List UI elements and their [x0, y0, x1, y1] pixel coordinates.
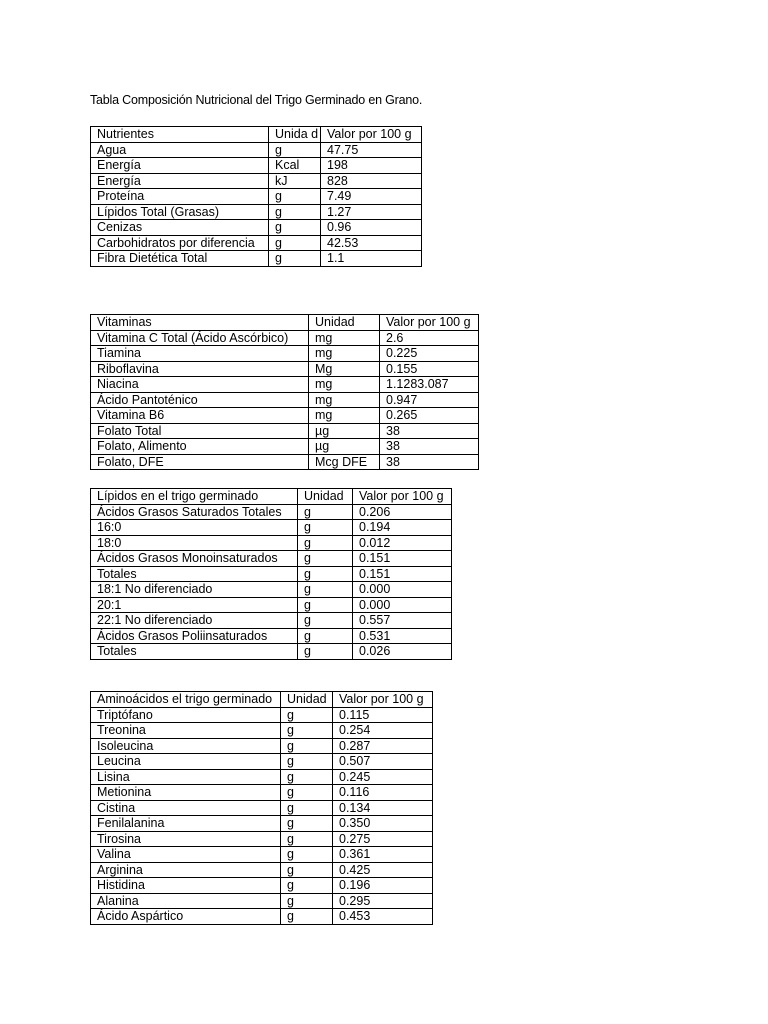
cell-value: 0.96 — [321, 220, 422, 236]
cell-name: 18:0 — [91, 535, 298, 551]
table-row — [91, 769, 433, 785]
cell-name: Isoleucina — [91, 738, 281, 754]
cell-unit: Mcg DFE — [309, 454, 380, 470]
table-row — [91, 377, 479, 393]
cell-unit: g — [298, 535, 353, 551]
cell-name: Lisina — [91, 769, 281, 785]
cell-name: Metionina — [91, 785, 281, 801]
cell-unit: g — [298, 613, 353, 629]
cell-unit: g — [281, 723, 333, 739]
table-row — [91, 644, 452, 660]
cell-name: Folato, Alimento — [91, 439, 309, 455]
header-cell-name: Lípidos en el trigo germinado — [91, 489, 298, 505]
cell-name: 18:1 No diferenciado — [91, 582, 298, 598]
table-header-row — [91, 692, 433, 708]
cell-name: Cistina — [91, 800, 281, 816]
table-row — [91, 785, 433, 801]
page-title: Tabla Composición Nutricional del Trigo Germinado en Grano. — [90, 93, 423, 107]
cell-unit: g — [281, 878, 333, 894]
cell-value: 0.947 — [380, 392, 479, 408]
cell-value: 0.254 — [333, 723, 433, 739]
table-row — [91, 551, 452, 567]
cell-unit: g — [269, 235, 321, 251]
header-cell-value: Valor por 100 g — [321, 127, 422, 143]
table-row — [91, 754, 433, 770]
cell-value: 47.75 — [321, 142, 422, 158]
table-row — [91, 800, 433, 816]
table-header-row — [91, 127, 422, 143]
table-row — [91, 361, 479, 377]
cell-value: 38 — [380, 439, 479, 455]
table-row — [91, 738, 433, 754]
table-row — [91, 723, 433, 739]
cell-value: 42.53 — [321, 235, 422, 251]
header-cell-unit: Unidad — [309, 315, 380, 331]
header-cell-value: Valor por 100 g — [353, 489, 452, 505]
cell-unit: g — [281, 893, 333, 909]
cell-value: 0.196 — [333, 878, 433, 894]
vitamins-table — [90, 314, 479, 470]
table-row — [91, 847, 433, 863]
cell-unit: g — [269, 251, 321, 267]
cell-value: 1.1283.087 — [380, 377, 479, 393]
cell-name: Ácidos Grasos Monoinsaturados — [91, 551, 298, 567]
table-row — [91, 504, 452, 520]
cell-value: 0.275 — [333, 831, 433, 847]
header-cell-name: Vitaminas — [91, 315, 309, 331]
cell-name: Treonina — [91, 723, 281, 739]
cell-name: Niacina — [91, 377, 309, 393]
table-header-row — [91, 489, 452, 505]
table-row — [91, 816, 433, 832]
cell-name: Tirosina — [91, 831, 281, 847]
amino-acids-table — [90, 691, 433, 925]
cell-unit: g — [269, 220, 321, 236]
header-cell-unit: Unidad — [281, 692, 333, 708]
cell-unit: g — [298, 644, 353, 660]
cell-unit: g — [298, 520, 353, 536]
header-cell-unit: Unidad — [298, 489, 353, 505]
cell-value: 0.000 — [353, 582, 452, 598]
table-row — [91, 330, 479, 346]
table-row — [91, 173, 422, 189]
cell-value: 0.350 — [333, 816, 433, 832]
cell-name: Energía — [91, 158, 269, 174]
cell-unit: g — [281, 847, 333, 863]
cell-name: Ácido Pantoténico — [91, 392, 309, 408]
cell-unit: g — [269, 189, 321, 205]
cell-value: 38 — [380, 423, 479, 439]
cell-name: Folato, DFE — [91, 454, 309, 470]
table-row — [91, 251, 422, 267]
cell-unit: g — [281, 816, 333, 832]
cell-value: 0.507 — [333, 754, 433, 770]
cell-name: Riboflavina — [91, 361, 309, 377]
cell-unit: g — [298, 551, 353, 567]
table-row — [91, 204, 422, 220]
cell-value: 0.206 — [353, 504, 452, 520]
cell-name: Totales — [91, 566, 298, 582]
table-row — [91, 189, 422, 205]
cell-unit: g — [298, 582, 353, 598]
cell-unit: kJ — [269, 173, 321, 189]
cell-value: 828 — [321, 173, 422, 189]
cell-unit: mg — [309, 377, 380, 393]
cell-unit: g — [281, 800, 333, 816]
cell-unit: g — [281, 769, 333, 785]
cell-name: Fenilalanina — [91, 816, 281, 832]
cell-unit: mg — [309, 346, 380, 362]
cell-value: 0.115 — [333, 707, 433, 723]
cell-unit: Mg — [309, 361, 380, 377]
cell-value: 0.012 — [353, 535, 452, 551]
header-cell-unit: Unida d — [269, 127, 321, 143]
cell-name: Energía — [91, 173, 269, 189]
cell-name: Folato Total — [91, 423, 309, 439]
cell-value: 0.425 — [333, 862, 433, 878]
table-row — [91, 862, 433, 878]
cell-unit: g — [281, 738, 333, 754]
cell-name: Fibra Dietética Total — [91, 251, 269, 267]
table-row — [91, 520, 452, 536]
table-row — [91, 893, 433, 909]
table-row — [91, 566, 452, 582]
cell-unit: g — [281, 754, 333, 770]
cell-value: 0.361 — [333, 847, 433, 863]
cell-value: 0.531 — [353, 628, 452, 644]
cell-name: 20:1 — [91, 597, 298, 613]
cell-value: 1.1 — [321, 251, 422, 267]
cell-name: Leucina — [91, 754, 281, 770]
table-row — [91, 613, 452, 629]
header-cell-value: Valor por 100 g — [380, 315, 479, 331]
cell-unit: g — [298, 504, 353, 520]
cell-value: 0.265 — [380, 408, 479, 424]
table-row — [91, 628, 452, 644]
cell-value: 0.155 — [380, 361, 479, 377]
cell-unit: g — [298, 566, 353, 582]
cell-name: Cenizas — [91, 220, 269, 236]
cell-name: Histidina — [91, 878, 281, 894]
table-row — [91, 392, 479, 408]
table-row — [91, 878, 433, 894]
cell-unit: Kcal — [269, 158, 321, 174]
cell-name: Totales — [91, 644, 298, 660]
table-row — [91, 582, 452, 598]
cell-value: 0.116 — [333, 785, 433, 801]
table-row — [91, 158, 422, 174]
cell-name: Ácidos Grasos Saturados Totales — [91, 504, 298, 520]
cell-unit: µg — [309, 439, 380, 455]
cell-name: Lípidos Total (Grasas) — [91, 204, 269, 220]
cell-unit: g — [269, 142, 321, 158]
cell-name: Arginina — [91, 862, 281, 878]
cell-unit: g — [298, 628, 353, 644]
table-header-row — [91, 315, 479, 331]
header-cell-name: Nutrientes — [91, 127, 269, 143]
table-row — [91, 831, 433, 847]
table-row — [91, 423, 479, 439]
cell-unit: mg — [309, 392, 380, 408]
table-row — [91, 346, 479, 362]
cell-name: Ácidos Grasos Poliinsaturados — [91, 628, 298, 644]
nutrients-table — [90, 126, 422, 267]
cell-value: 0.245 — [333, 769, 433, 785]
cell-name: Triptófano — [91, 707, 281, 723]
cell-name: Carbohidratos por diferencia — [91, 235, 269, 251]
cell-unit: g — [269, 204, 321, 220]
cell-name: Agua — [91, 142, 269, 158]
table-row — [91, 454, 479, 470]
table-row — [91, 142, 422, 158]
cell-unit: mg — [309, 408, 380, 424]
cell-value: 0.151 — [353, 551, 452, 567]
cell-name: Ácido Aspártico — [91, 909, 281, 925]
cell-unit: g — [281, 785, 333, 801]
cell-value: 198 — [321, 158, 422, 174]
cell-value: 0.295 — [333, 893, 433, 909]
cell-unit: mg — [309, 330, 380, 346]
cell-name: 16:0 — [91, 520, 298, 536]
cell-name: 22:1 No diferenciado — [91, 613, 298, 629]
table-row — [91, 909, 433, 925]
cell-name: Alanina — [91, 893, 281, 909]
cell-unit: g — [281, 831, 333, 847]
cell-value: 38 — [380, 454, 479, 470]
cell-name: Valina — [91, 847, 281, 863]
cell-value: 7.49 — [321, 189, 422, 205]
cell-name: Vitamina C Total (Ácido Ascórbico) — [91, 330, 309, 346]
header-cell-value: Valor por 100 g — [333, 692, 433, 708]
table-row — [91, 439, 479, 455]
cell-value: 0.134 — [333, 800, 433, 816]
table-row — [91, 707, 433, 723]
cell-unit: g — [281, 707, 333, 723]
cell-unit: g — [298, 597, 353, 613]
cell-name: Proteína — [91, 189, 269, 205]
cell-value: 0.225 — [380, 346, 479, 362]
cell-value: 2.6 — [380, 330, 479, 346]
cell-value: 0.557 — [353, 613, 452, 629]
table-row — [91, 408, 479, 424]
table-row — [91, 535, 452, 551]
cell-unit: µg — [309, 423, 380, 439]
cell-value: 0.000 — [353, 597, 452, 613]
cell-value: 0.194 — [353, 520, 452, 536]
table-row — [91, 235, 422, 251]
cell-name: Vitamina B6 — [91, 408, 309, 424]
table-row — [91, 220, 422, 236]
cell-unit: g — [281, 909, 333, 925]
cell-value: 0.026 — [353, 644, 452, 660]
cell-value: 1.27 — [321, 204, 422, 220]
cell-value: 0.453 — [333, 909, 433, 925]
cell-name: Tiamina — [91, 346, 309, 362]
cell-value: 0.287 — [333, 738, 433, 754]
cell-value: 0.151 — [353, 566, 452, 582]
lipids-table — [90, 488, 452, 660]
cell-unit: g — [281, 862, 333, 878]
header-cell-name: Aminoácidos el trigo germinado — [91, 692, 281, 708]
table-row — [91, 597, 452, 613]
